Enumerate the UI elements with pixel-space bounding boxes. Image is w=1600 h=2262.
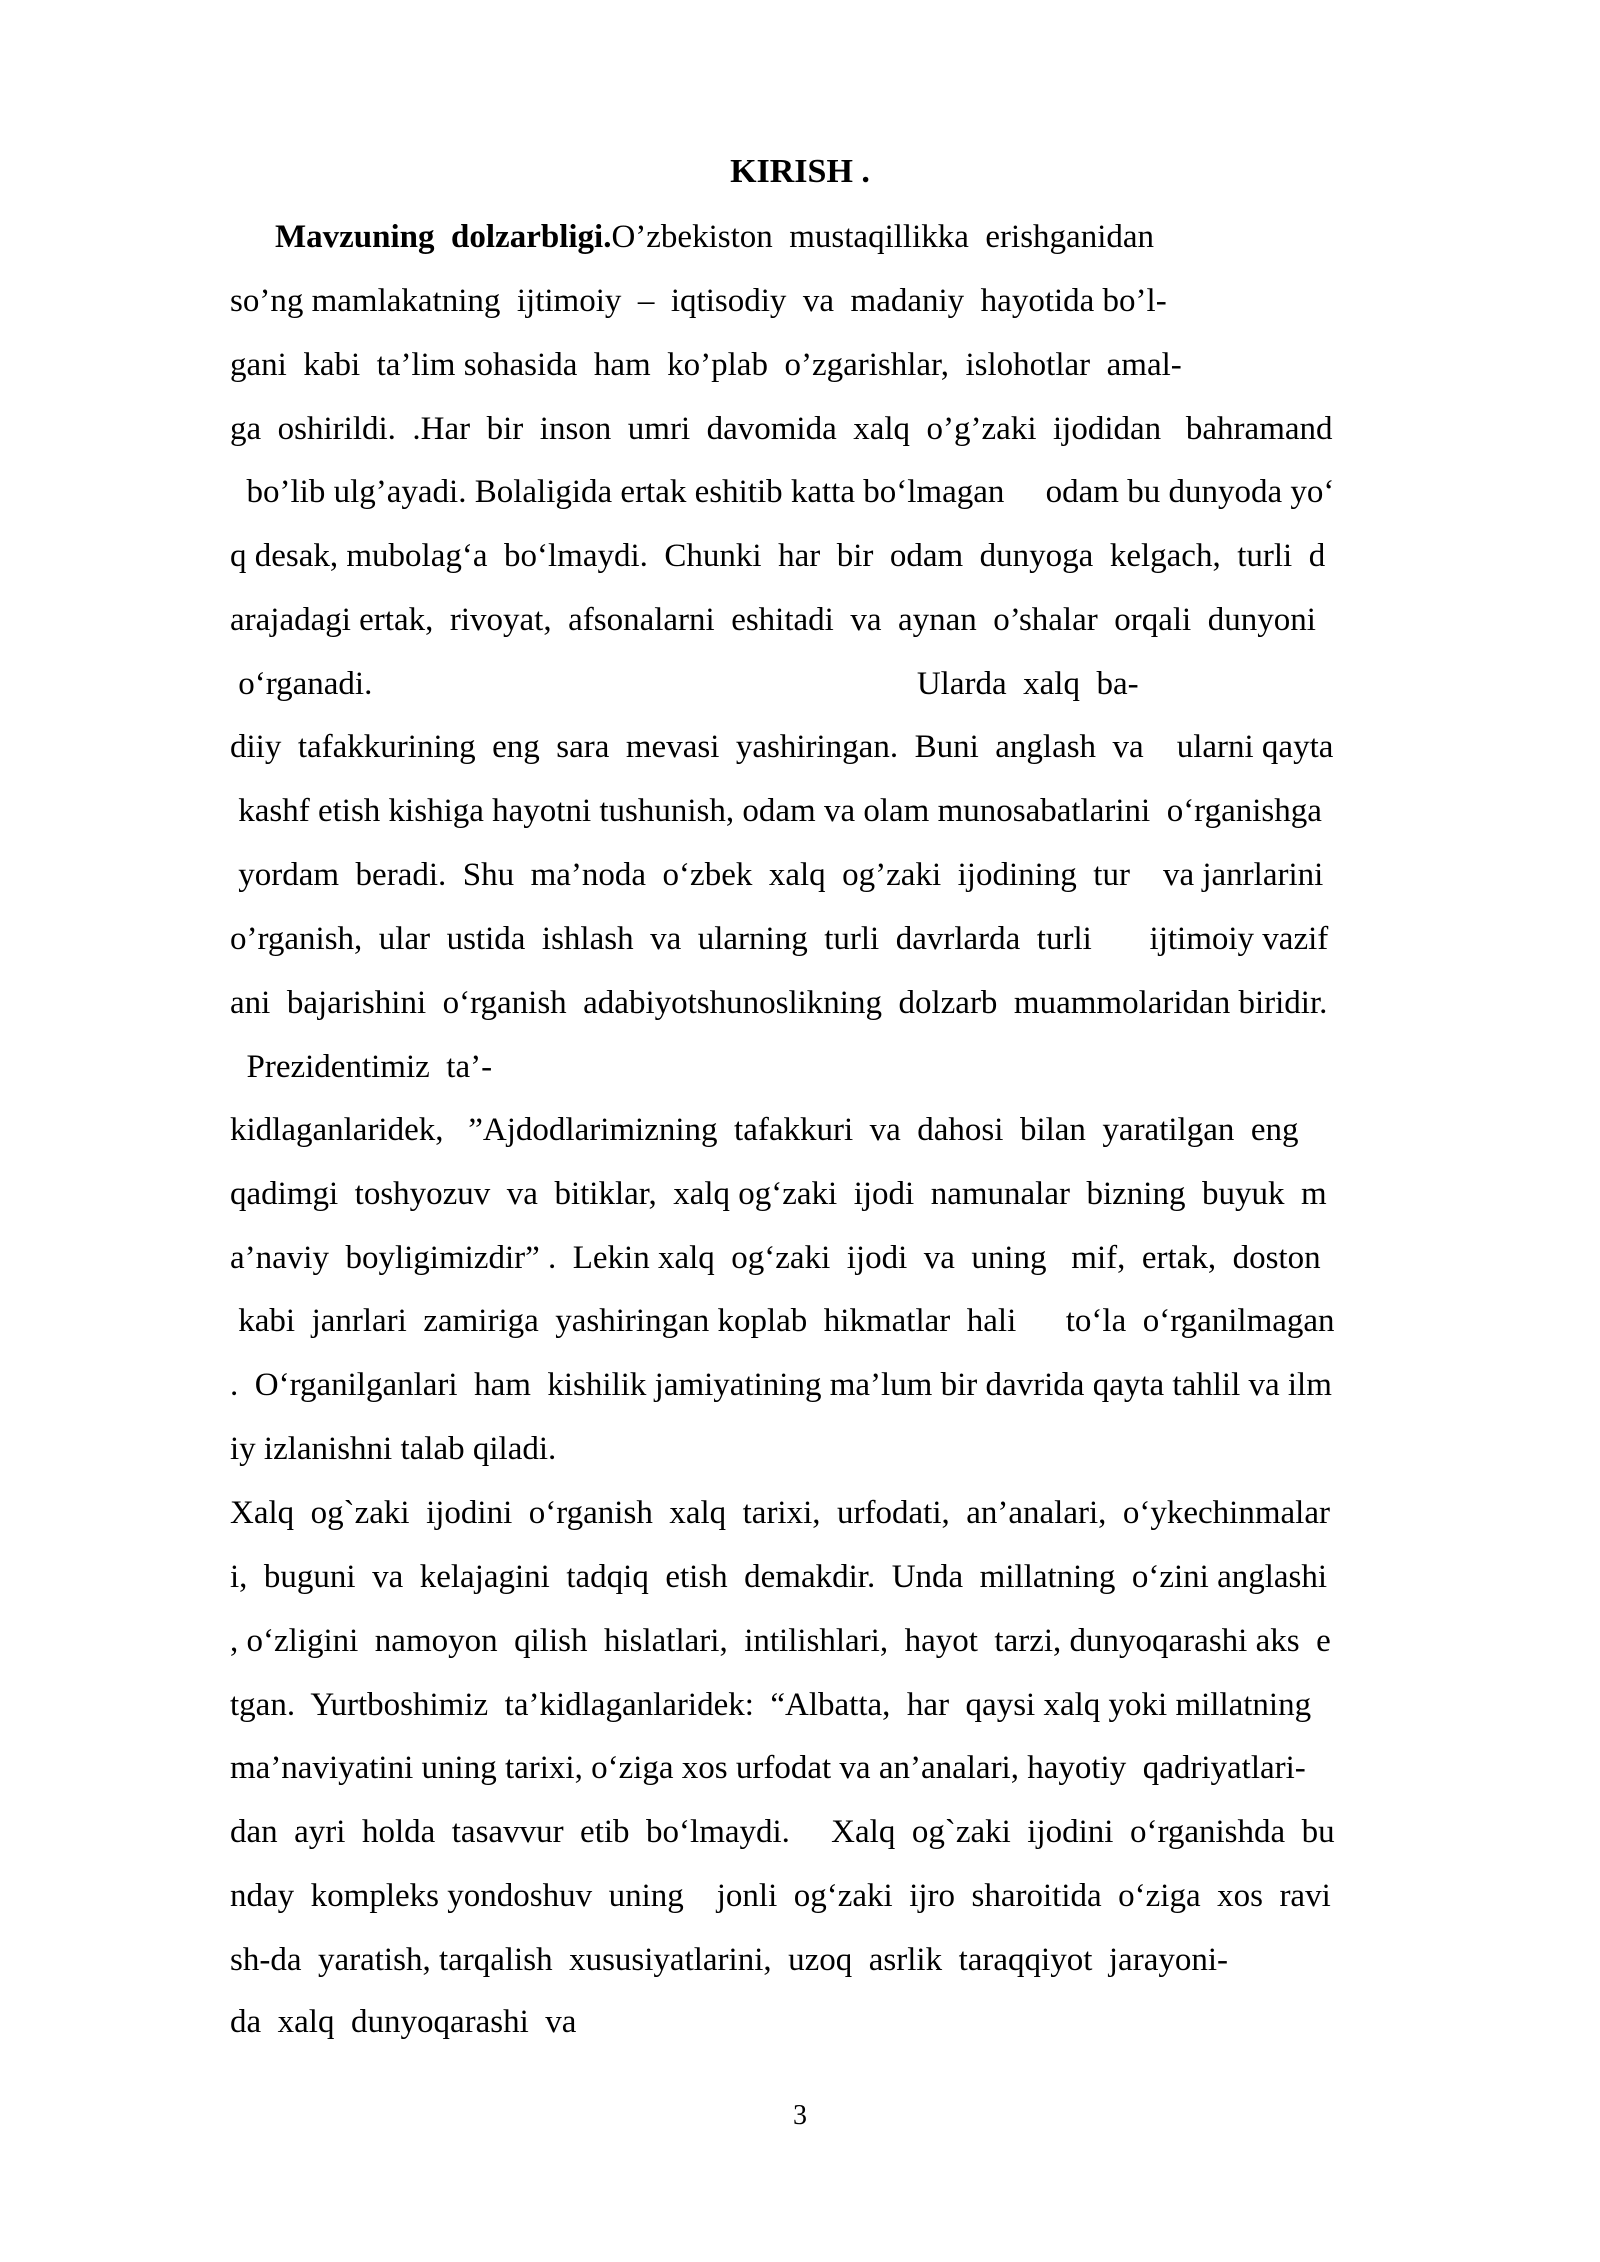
text-line: sh-da yaratish, tarqalish xususiyatlarini, uzoq asrlik taraqqiyot jarayoni-: [230, 1942, 1228, 1978]
text-line: ga oshirildi. .Har bir inson umri davomida xalq o’g’zaki ijodidan bahramand: [230, 411, 1333, 447]
intro-line: [275, 217, 1535, 257]
intro-text: O’zbekiston mustaqillikka erishganidan: [611, 219, 1155, 255]
text-line: . O‘rganilganlari ham kishilik jamiyatining ma’lum bir davrida qayta tahlil va ilm: [230, 1367, 1332, 1403]
text-line: ma’naviyatini uning tarixi, o‘ziga xos urfodat va an’analari, hayotiy qadriyatlari-: [230, 1750, 1306, 1786]
text-line: nday kompleks yondoshuv uning jonli og‘zaki ijro sharoitida o‘ziga xos ravi: [230, 1878, 1331, 1914]
text-line: q desak, mubolag‘a bo‘lmaydi. Chunki har bir odam dunyoga kelgach, turli d: [230, 538, 1326, 574]
text-line: i, buguni va kelajagini tadqiq etish demakdir. Unda millatning o‘zini anglashi: [230, 1559, 1328, 1595]
text-line: iy izlanishni talab qiladi.: [230, 1431, 557, 1467]
text-line: kashf etish kishiga hayotni tushunish, odam va olam munosabatlarini o‘rganishga: [230, 793, 1322, 829]
topic-relevance-heading: Mavzuning dolzarbligi.: [275, 219, 612, 255]
text-line: , o‘zligini namoyon qilish hislatlari, intilishlari, hayot tarzi, dunyoqarashi aks e: [230, 1623, 1331, 1659]
text-line: kidlaganlaridek, ”Ajdodlarimizning tafakkuri va dahosi bilan yaratilgan eng: [230, 1112, 1299, 1148]
text-line: bo’lib ulg’ayadi. Bolaligida ertak eshitib katta bo‘lmagan odam bu dunyoda yo‘: [230, 474, 1335, 510]
text-line: gani kabi ta’lim sohasida ham ko’plab o’zgarishlar, islohotlar amal-: [230, 347, 1182, 383]
text-line: so’ng mamlakatning ijtimoiy – iqtisodiy va madaniy hayotida bo’l-: [230, 283, 1167, 319]
text-line: kabi janrlari zamiriga yashiringan koplab hikmatlar hali to‘la o‘rganilmagan: [230, 1303, 1335, 1339]
text-line: qadimgi toshyozuv va bitiklar, xalq og‘zaki ijodi namunalar bizning buyuk m: [230, 1176, 1327, 1212]
text-line: o‘rganadi. Ularda xalq ba-: [230, 666, 1139, 702]
text-line: arajadagi ertak, rivoyat, afsonalarni eshitadi va aynan o’shalar orqali dunyoni: [230, 602, 1316, 638]
text-line: a’naviy boyligimizdir” . Lekin xalq og‘zaki ijodi va uning mif, ertak, doston: [230, 1240, 1321, 1276]
text-line: tgan. Yurtboshimiz ta’kidlaganlaridek: “Albatta, har qaysi xalq yoki millatning: [230, 1687, 1312, 1723]
text-line: Xalq og`zaki ijodini o‘rganish xalq tarixi, urfodati, an’analari, o‘ykechinmalar: [230, 1495, 1330, 1531]
text-line: Prezidentimiz ta’-: [230, 1049, 493, 1085]
text-line: o’rganish, ular ustida ishlash va ularning turli davrlarda turli ijtimoiy vazif: [230, 921, 1329, 957]
text-line: dan ayri holda tasavvur etib bo‘lmaydi. Xalq og`zaki ijodini o‘rganishda bu: [230, 1814, 1335, 1850]
section-title: KIRISH .: [730, 153, 870, 190]
page-number: 3: [793, 2100, 807, 2131]
text-line: da xalq dunyoqarashi va: [230, 2004, 577, 2040]
text-line: ani bajarishini o‘rganish adabiyotshunoslikning dolzarb muammolaridan biridir.: [230, 985, 1328, 1021]
text-line: diiy tafakkurining eng sara mevasi yashiringan. Buni anglash va ularni qayta: [230, 729, 1334, 765]
text-line: yordam beradi. Shu ma’noda o‘zbek xalq og’zaki ijodining tur va janrlarini: [230, 857, 1324, 893]
